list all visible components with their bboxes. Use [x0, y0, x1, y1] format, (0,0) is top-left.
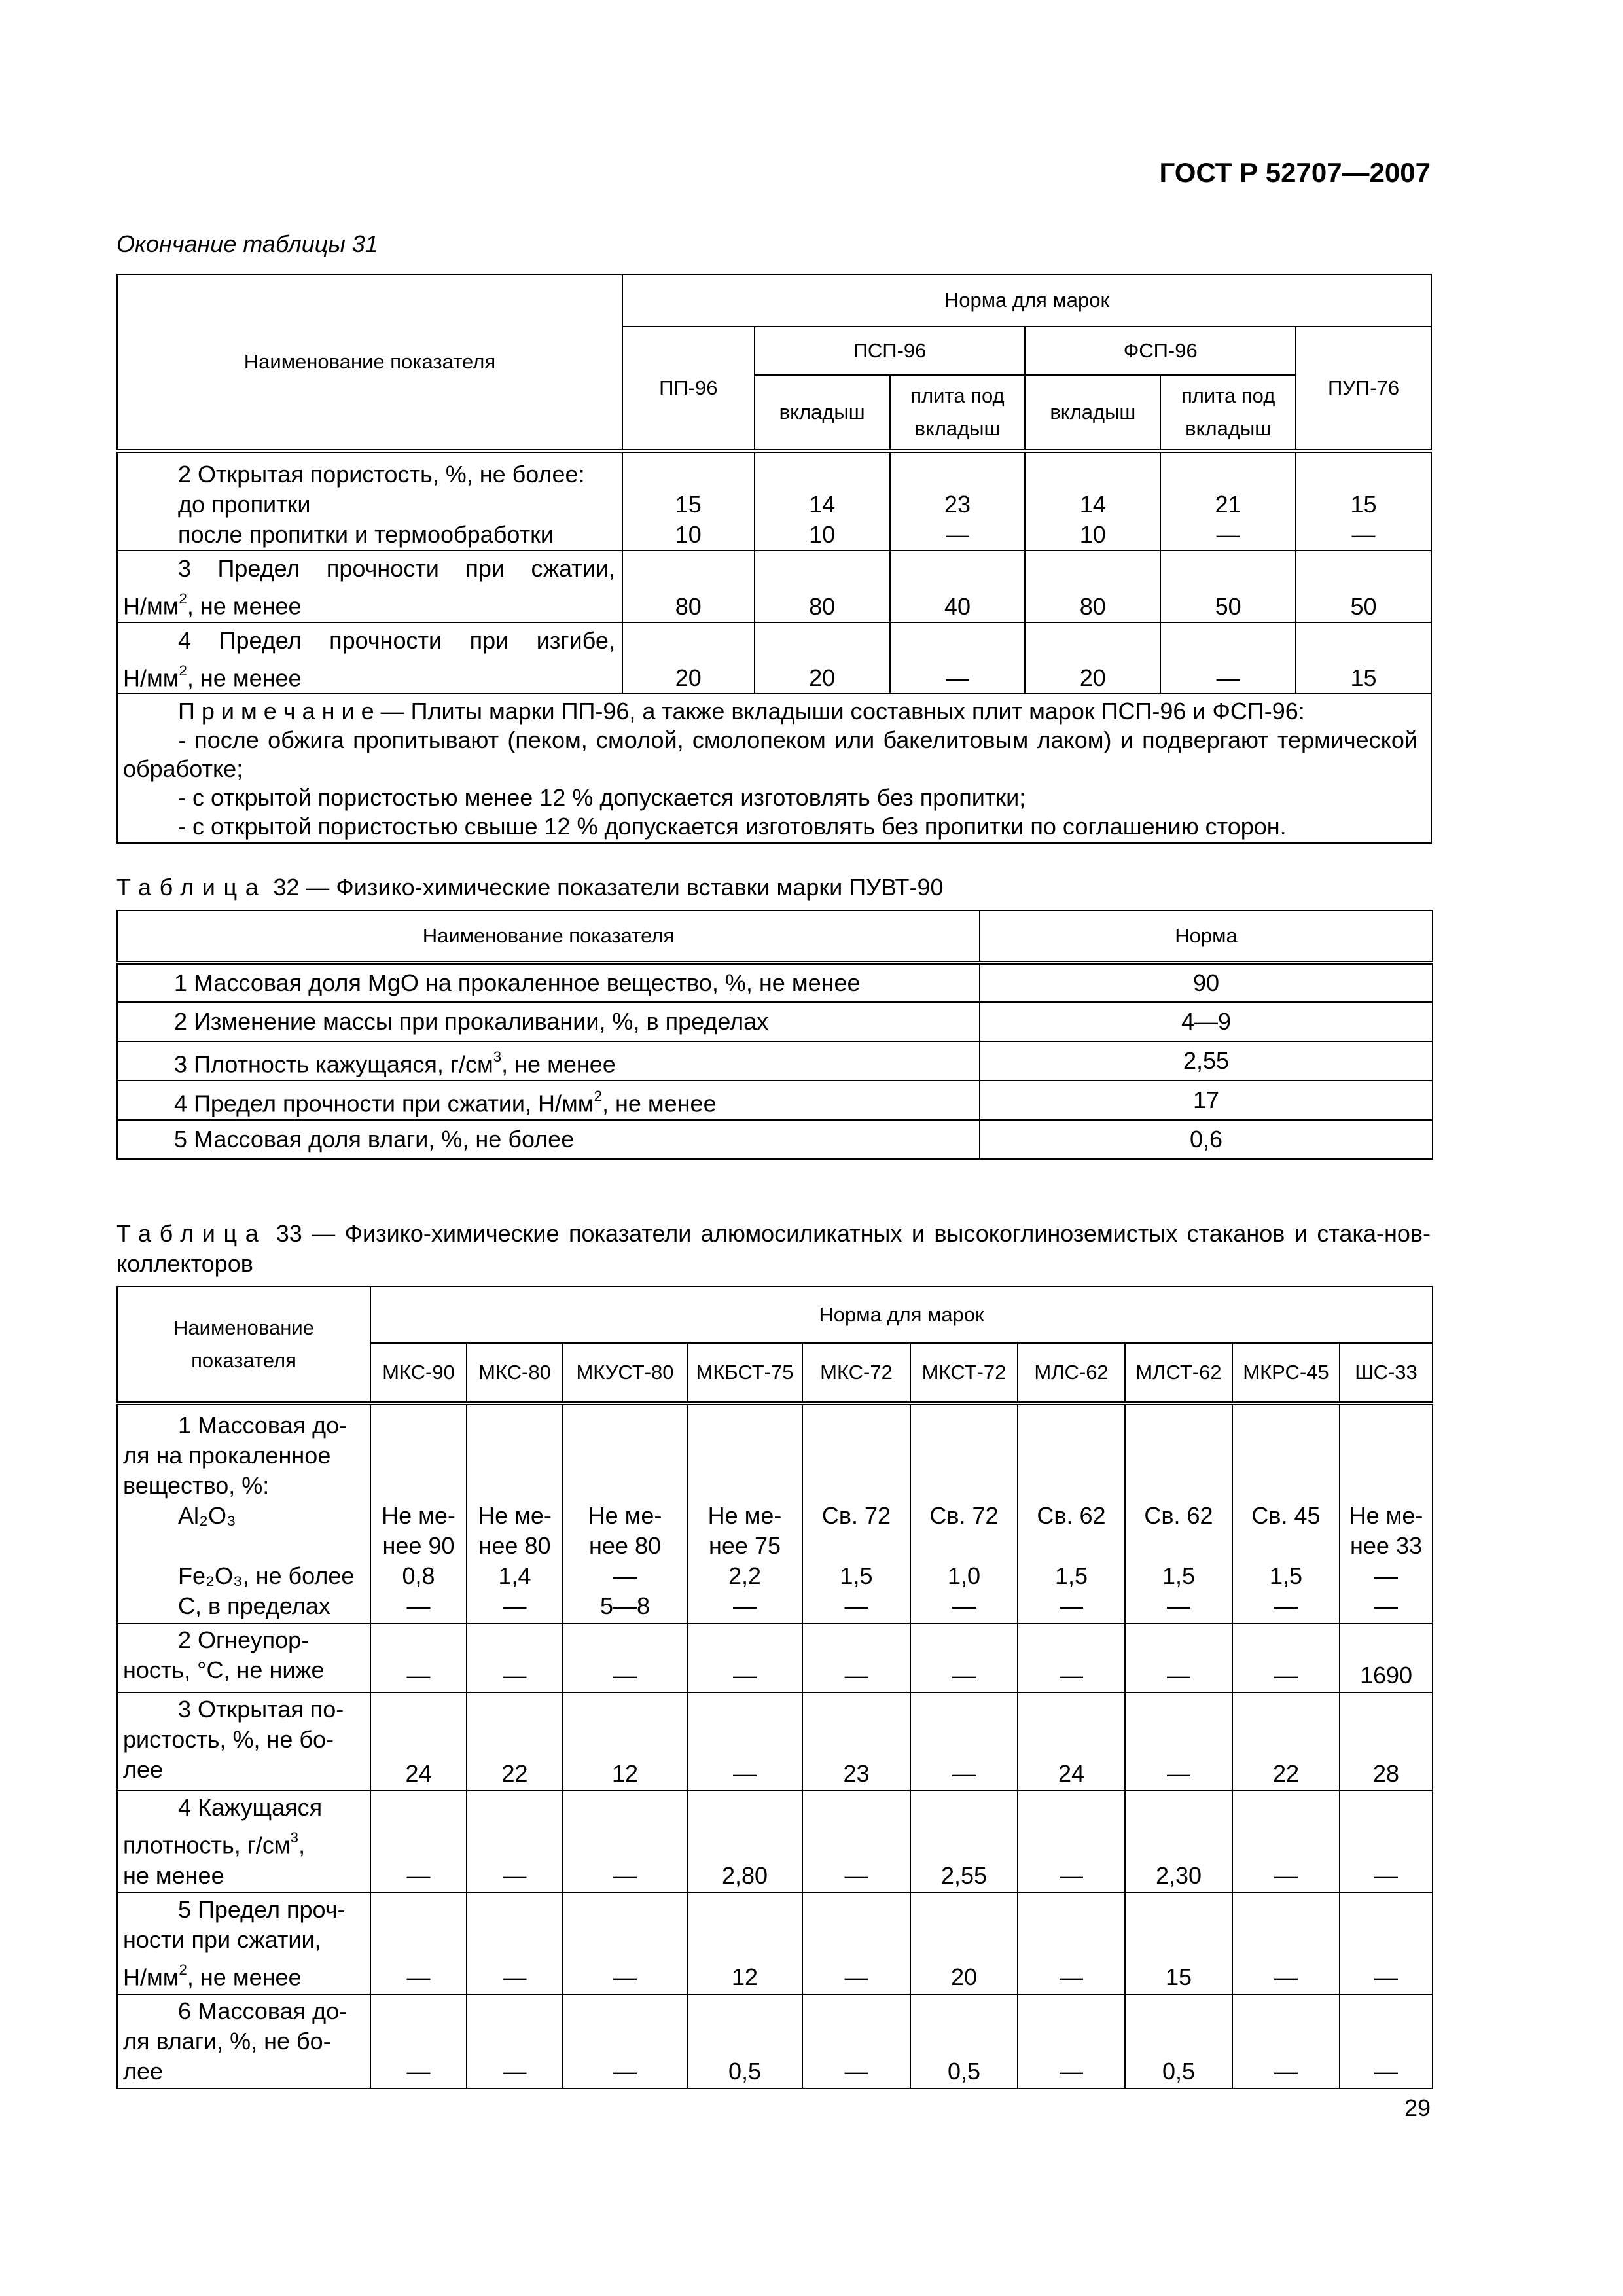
cell-value: — — [802, 1994, 910, 2089]
cell-value: — — [687, 1693, 802, 1791]
cell-value: — — [1125, 1693, 1232, 1791]
cell-value: — — [370, 1893, 467, 1995]
cell-value: 0,5 — [1125, 1994, 1232, 2089]
cell-value: — — [1232, 1893, 1340, 1995]
t31-header-plita: плита под вкладыш — [1160, 375, 1296, 451]
cell-value: 2,55 — [980, 1041, 1433, 1081]
table-31-caption: Окончание таблицы 31 — [116, 230, 378, 257]
cell-value: — — [1232, 1791, 1340, 1893]
cell-value: — — [1125, 1623, 1232, 1693]
cell-value: — — [910, 1623, 1018, 1693]
row-label: 3 Предел прочности при сжатии, $Н/мм^2$, не менее — [117, 550, 622, 622]
t33-header-name: Наименование показателя — [117, 1287, 370, 1403]
table-row — [117, 1623, 1433, 1693]
t31-header-psp96: ПСП-96 — [755, 327, 1026, 375]
cell-value: Св. 72 1,0 — — [910, 1403, 1018, 1623]
cell-value: — — [563, 1623, 687, 1693]
table-row — [117, 1041, 1433, 1081]
t31-header-name: Наименование показателя — [117, 274, 622, 451]
cell-value: 0,6 — [980, 1120, 1433, 1159]
t33-brand: МЛСТ-62 — [1125, 1343, 1232, 1403]
note-title: П р и м е ч а н и е — [178, 698, 374, 725]
cell-value: 15 — — [1296, 451, 1431, 550]
cell-value: — — [467, 1791, 563, 1893]
cell-value: 12 — [563, 1693, 687, 1791]
t31-header-norm: Норма для марок — [622, 274, 1431, 327]
table-32-caption: Таблица 32 — Физико-химические показатели вставки марки ПУВТ-90 — [116, 874, 944, 901]
t33-brand: МКУСТ-80 — [563, 1343, 687, 1403]
cell-value: 22 — [467, 1693, 563, 1791]
cell-value: Св. 62 1,5 — — [1018, 1403, 1125, 1623]
t33-brand: МКС-72 — [802, 1343, 910, 1403]
row-label: 1 Массовая доля MgO на прокаленное вещество, %, не менее — [117, 963, 980, 1002]
cell-value: — — [370, 1623, 467, 1693]
cell-value: 90 — [980, 963, 1433, 1002]
table-row — [117, 622, 1431, 694]
cell-value: 20 — [622, 622, 755, 694]
cell-value: 20 — [1025, 622, 1160, 694]
cell-value: Не ме- нее 80 1,4 — — [467, 1403, 563, 1623]
cell-value: — — [467, 1994, 563, 2089]
table-note: П р и м е ч а н и е — Плиты марки ПП-96, а также вкладыши составных плит марок ПСП-96 и ФСП-96: - после обжига пропитывают (пеком, смолой, смолопеком или бакелитовым лаком) и подвергают термической обработке; - с открытой пористостью менее 12 % допускается изготовлять без пропитки; - с открытой пористостью свыше 12 % допускается изготовлять без пропитки по соглашению сторон. — [117, 694, 1431, 843]
row-label: 1 Массовая до- ля на прокаленное вещество, %: Al₂O₃ Fe₂O₃, не более С, в пределах — [117, 1403, 370, 1623]
cell-value: — — [563, 1893, 687, 1995]
row-label: 2 Изменение массы при прокаливании, %, в пределах — [117, 1002, 980, 1041]
table-33-caption: Таблица 33 — Физико-химические показатели алюмосиликатных и высокоглиноземистых стаканов и стака-нов-коллекторов — [116, 1220, 1431, 1277]
cell-value: 15 — [1296, 622, 1431, 694]
table-row — [117, 1693, 1433, 1791]
cell-value: 15 10 — [622, 451, 755, 550]
t32-header-norm: Норма — [980, 910, 1433, 963]
cell-value: 20 — [910, 1893, 1018, 1995]
cell-value: — — [802, 1791, 910, 1893]
cell-value: — — [890, 622, 1026, 694]
table-row — [117, 550, 1431, 622]
t33-header-norm: Норма для марок — [370, 1287, 1433, 1343]
cell-value: — — [802, 1623, 910, 1693]
row-label: 3 Открытая по- ристость, %, не бо- лее — [117, 1693, 370, 1791]
row-label: 5 Массовая доля влаги, %, не более — [117, 1120, 980, 1159]
cell-value: Св. 45 1,5 — — [1232, 1403, 1340, 1623]
cell-value: 4—9 — [980, 1002, 1433, 1041]
cell-value: 2,80 — [687, 1791, 802, 1893]
cell-value: 0,5 — [910, 1994, 1018, 2089]
cell-value: 15 — [1125, 1893, 1232, 1995]
table-33 — [116, 1286, 1433, 2089]
cell-value: — — [1018, 1994, 1125, 2089]
t31-header-vkladysh: вкладыш — [1025, 375, 1160, 451]
table-row — [117, 1120, 1433, 1159]
cell-value: — — [370, 1994, 467, 2089]
cell-value: Не ме- нее 80 — 5—8 — [563, 1403, 687, 1623]
cell-value: 80 — [622, 550, 755, 622]
cell-value: 50 — [1160, 550, 1296, 622]
page-number: 29 — [1404, 2094, 1431, 2121]
t31-header-plita: плита под вкладыш — [890, 375, 1026, 451]
cell-value: — — [1160, 622, 1296, 694]
cell-value: Не ме- нее 90 0,8 — — [370, 1403, 467, 1623]
document-number: ГОСТ Р 52707—2007 — [1159, 157, 1431, 188]
row-label: 2 Огнеупор- ность, °С, не ниже — [117, 1623, 370, 1693]
cell-value: — — [1018, 1893, 1125, 1995]
t31-header-vkladysh: вкладыш — [755, 375, 890, 451]
table-31 — [116, 274, 1432, 844]
cell-value: 17 — [980, 1081, 1433, 1120]
cell-value: — — [467, 1893, 563, 1995]
table-row — [117, 1893, 1433, 1995]
cell-value: — — [1340, 1994, 1433, 2089]
cell-value: — — [1340, 1791, 1433, 1893]
cell-value: 0,5 — [687, 1994, 802, 2089]
cell-value: 20 — [755, 622, 890, 694]
table-32 — [116, 910, 1433, 1160]
table-row — [117, 963, 1433, 1002]
cell-value: 24 — [1018, 1693, 1125, 1791]
t33-brand: ШС-33 — [1340, 1343, 1433, 1403]
cell-value: — — [1232, 1623, 1340, 1693]
table-row — [117, 1403, 1433, 1623]
cell-value: — — [563, 1791, 687, 1893]
cell-value: — — [802, 1893, 910, 1995]
cell-value: Св. 72 1,5 — — [802, 1403, 910, 1623]
cell-value: 80 — [1025, 550, 1160, 622]
table-row — [117, 1791, 1433, 1893]
t33-brand: МЛС-62 — [1018, 1343, 1125, 1403]
cell-value: Св. 62 1,5 — — [1125, 1403, 1232, 1623]
row-label: 4 Предел прочности при сжатии, $Н/мм^2$, не менее — [117, 1081, 980, 1120]
t33-brand: МКСТ-72 — [910, 1343, 1018, 1403]
row-label: 2 Открытая пористость, %, не более: до пропитки после пропитки и термообработки — [117, 451, 622, 550]
t33-brand: МКБСТ-75 — [687, 1343, 802, 1403]
table-row — [117, 1002, 1433, 1041]
cell-value: 23 — — [890, 451, 1026, 550]
t33-brand: МКС-90 — [370, 1343, 467, 1403]
row-label: 6 Массовая до- ля влаги, %, не бо- лее — [117, 1994, 370, 2089]
cell-value: — — [1018, 1791, 1125, 1893]
t32-header-name: Наименование показателя — [117, 910, 980, 963]
row-label: 4 Предел прочности при изгибе, $Н/мм^2$, не менее — [117, 622, 622, 694]
t31-header-fsp96: ФСП-96 — [1025, 327, 1296, 375]
cell-value: — — [370, 1791, 467, 1893]
cell-value: — — [1232, 1994, 1340, 2089]
t31-header-pup76: ПУП-76 — [1296, 327, 1431, 451]
t31-header-pp96: ПП-96 — [622, 327, 755, 451]
table-row — [117, 451, 1431, 550]
table-row — [117, 1994, 1433, 2089]
t33-brand: МКРС-45 — [1232, 1343, 1340, 1403]
cell-value: 2,30 — [1125, 1791, 1232, 1893]
cell-value: 2,55 — [910, 1791, 1018, 1893]
cell-value: — — [1018, 1623, 1125, 1693]
t33-brand: МКС-80 — [467, 1343, 563, 1403]
cell-value: — — [910, 1693, 1018, 1791]
table-row — [117, 1081, 1433, 1120]
cell-value: 28 — [1340, 1693, 1433, 1791]
row-label: 5 Предел проч- ности при сжатии, $Н/мм^2$, не менее — [117, 1893, 370, 1995]
cell-value: 14 10 — [1025, 451, 1160, 550]
cell-value: 22 — [1232, 1693, 1340, 1791]
cell-value: — — [563, 1994, 687, 2089]
cell-value: — — [687, 1623, 802, 1693]
cell-value: 50 — [1296, 550, 1431, 622]
cell-value: 40 — [890, 550, 1026, 622]
cell-value: — — [467, 1623, 563, 1693]
cell-value: Не ме- нее 75 2,2 — — [687, 1403, 802, 1623]
cell-value: — — [1340, 1893, 1433, 1995]
cell-value: 1690 — [1340, 1623, 1433, 1693]
row-label: 4 Кажущаяся плотность, $г/см^3$, не менее — [117, 1791, 370, 1893]
cell-value: 21 — — [1160, 451, 1296, 550]
cell-value: 24 — [370, 1693, 467, 1791]
cell-value: 14 10 — [755, 451, 890, 550]
cell-value: Не ме- нее 33 — — — [1340, 1403, 1433, 1623]
cell-value: 12 — [687, 1893, 802, 1995]
cell-value: 80 — [755, 550, 890, 622]
row-label: 3 Плотность кажущаяся, $г/см^3$, не менее — [117, 1041, 980, 1081]
cell-value: 23 — [802, 1693, 910, 1791]
